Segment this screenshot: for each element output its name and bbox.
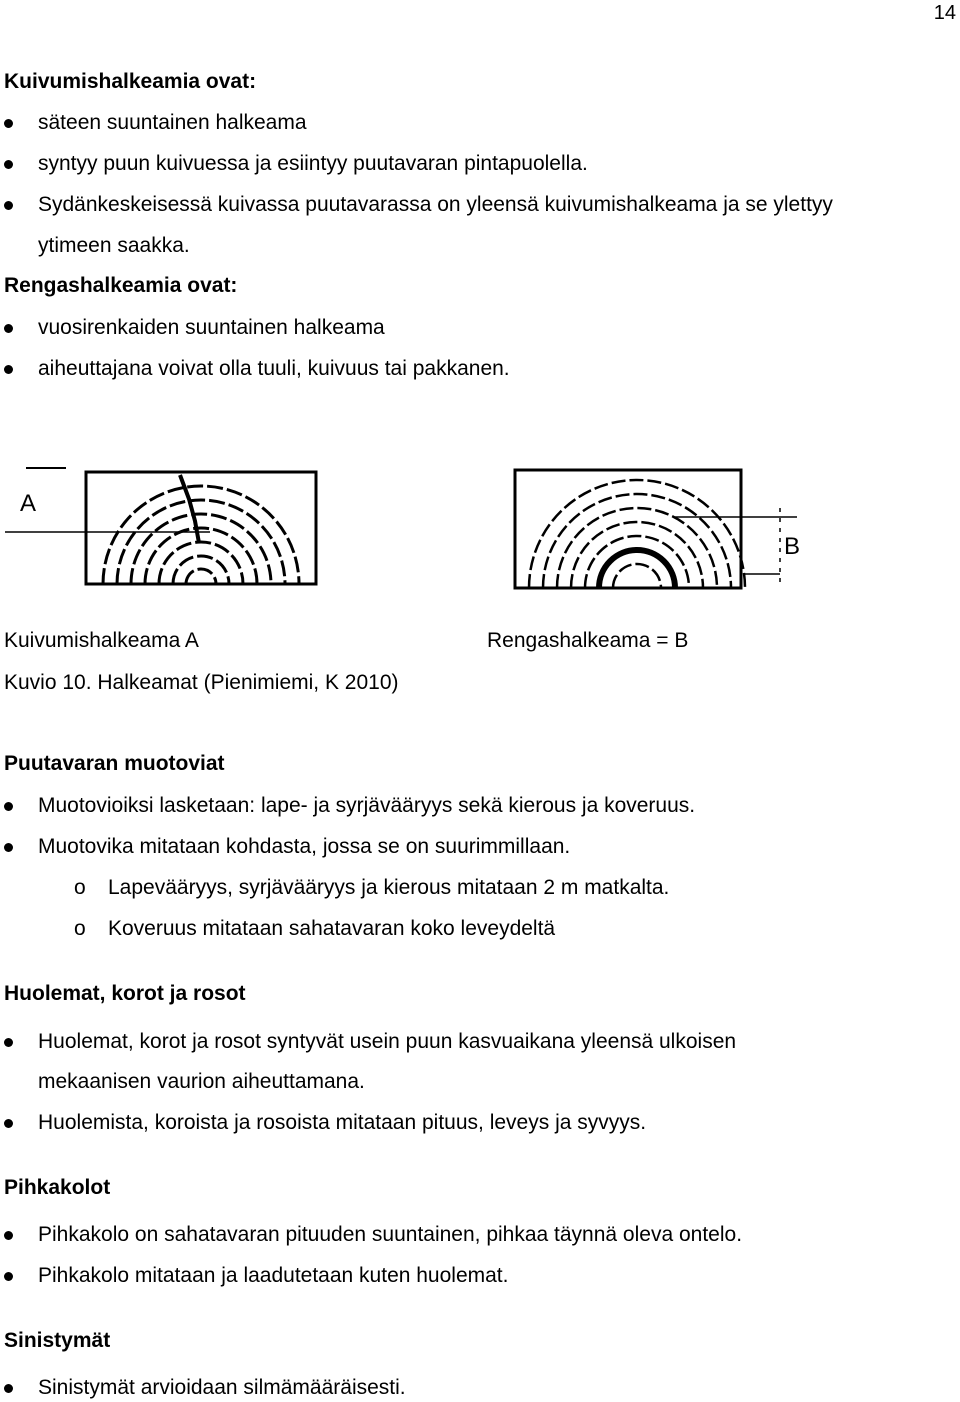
list-item: säteen suuntainen halkeama bbox=[38, 111, 307, 134]
bullet bbox=[4, 201, 13, 210]
list-item: Huolemat, korot ja rosot syntyvät usein puun kasvuaikana yleensä ulkoisen bbox=[38, 1030, 737, 1053]
bullet bbox=[4, 1231, 13, 1240]
list-item: aiheuttajana voivat olla tuuli, kuivuus tai pakkanen. bbox=[38, 357, 510, 380]
list-item-continuation: ytimeen saakka. bbox=[38, 234, 190, 257]
sub-bullet: o bbox=[74, 917, 86, 940]
bullet bbox=[4, 160, 13, 169]
sub-bullet: o bbox=[74, 876, 86, 899]
bullet bbox=[4, 365, 13, 374]
figure-drying-crack bbox=[0, 455, 330, 595]
bullet bbox=[4, 802, 13, 811]
sub-list-item: Lapevääryys, syrjävääryys ja kierous mitataan 2 m matkalta. bbox=[108, 876, 670, 899]
bullet bbox=[4, 1119, 13, 1128]
figure-caption: Kuvio 10. Halkeamat (Pienimiemi, K 2010) bbox=[4, 671, 399, 694]
label-a: A bbox=[20, 490, 37, 517]
list-item: Huolemista, koroista ja rosoista mitataan pituus, leveys ja syvyys. bbox=[38, 1111, 647, 1134]
bullet bbox=[4, 1272, 13, 1281]
list-item: Pihkakolo on sahatavaran pituuden suuntainen, pihkaa täynnä oleva ontelo. bbox=[38, 1223, 743, 1246]
figure-ring-crack bbox=[505, 460, 815, 600]
label-b: B bbox=[784, 533, 801, 560]
heading-huolemat: Huolemat, korot ja rosot bbox=[4, 982, 246, 1005]
list-item: Pihkakolo mitataan ja laadutetaan kuten huolemat. bbox=[38, 1264, 509, 1287]
heading-sinistymat: Sinistymät bbox=[4, 1329, 111, 1352]
list-item: Sinistymät arvioidaan silmämääräisesti. bbox=[38, 1376, 406, 1399]
list-item: Muotovioiksi lasketaan: lape- ja syrjävääryys sekä kierous ja koveruus. bbox=[38, 794, 696, 817]
list-item: Muotovika mitataan kohdasta, jossa se on suurimmillaan. bbox=[38, 835, 571, 858]
list-item: syntyy puun kuivuessa ja esiintyy puutavaran pintapuolella. bbox=[38, 152, 588, 175]
heading-rengashalkeamia: Rengashalkeamia ovat: bbox=[4, 274, 238, 297]
heading-kuivumishalkeamia: Kuivumishalkeamia ovat: bbox=[4, 70, 257, 93]
page-number: 14 bbox=[933, 2, 956, 24]
bullet bbox=[4, 324, 13, 333]
heading-muotoviat: Puutavaran muotoviat bbox=[4, 752, 225, 775]
list-item: vuosirenkaiden suuntainen halkeama bbox=[38, 316, 385, 339]
sub-list-item: Koveruus mitataan sahatavaran koko leveydeltä bbox=[108, 917, 556, 940]
bullet bbox=[4, 843, 13, 852]
caption-a: Kuivumishalkeama A bbox=[4, 629, 199, 652]
list-item: Sydänkeskeisessä kuivassa puutavarassa on yleensä kuivumishalkeama ja se ylettyy bbox=[38, 193, 833, 216]
bullet bbox=[4, 1384, 13, 1393]
bullet bbox=[4, 119, 13, 128]
list-item-continuation: mekaanisen vaurion aiheuttamana. bbox=[38, 1070, 365, 1093]
bullet bbox=[4, 1038, 13, 1047]
caption-b: Rengashalkeama = B bbox=[487, 629, 689, 652]
heading-pihkakolot: Pihkakolot bbox=[4, 1176, 111, 1199]
